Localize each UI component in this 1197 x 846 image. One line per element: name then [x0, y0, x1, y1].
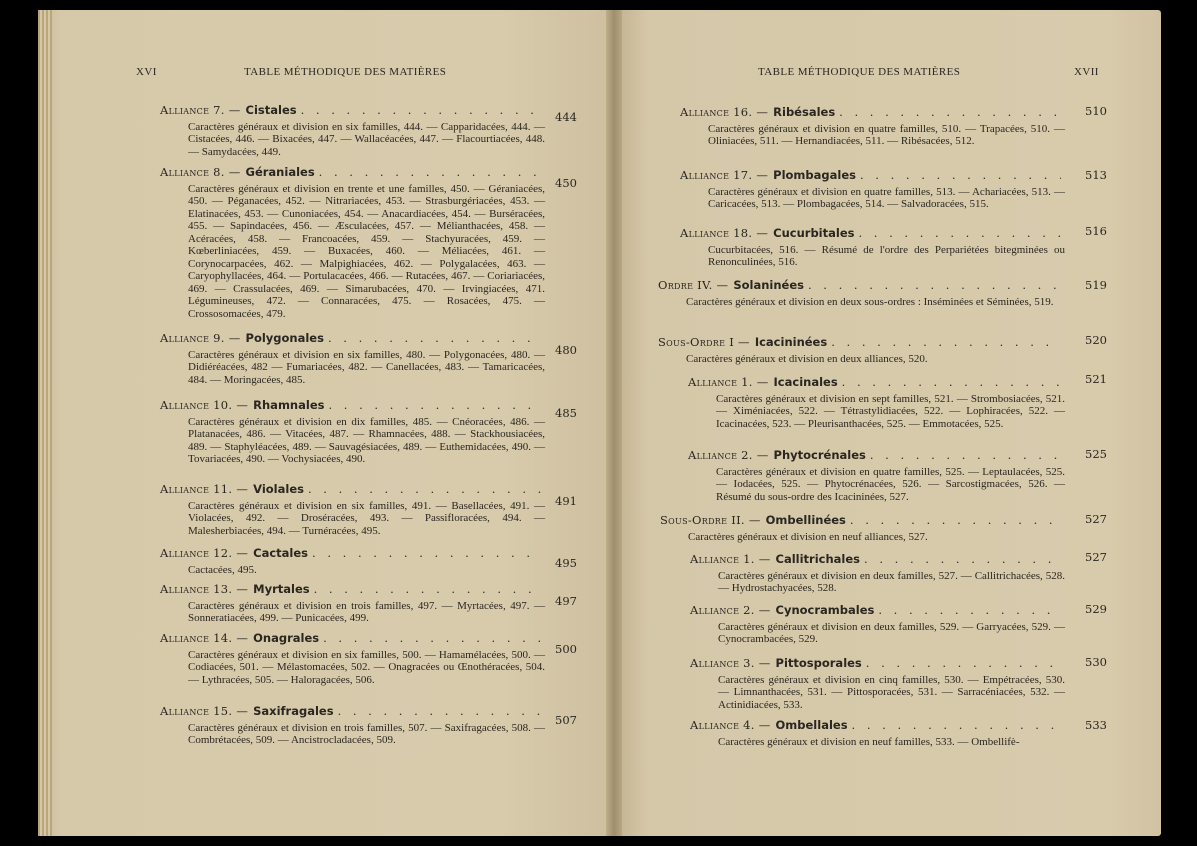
page-edges: [38, 10, 52, 836]
toc-entry-label: Ordre IV. —: [658, 278, 729, 292]
toc-entry-heading: [658, 279, 1065, 292]
toc-entry-name: Rhamnales: [253, 398, 325, 412]
toc-page-number: 513: [1085, 168, 1107, 182]
toc-entry-label: Alliance 2. —: [688, 448, 769, 462]
toc-page-number: 530: [1085, 655, 1107, 669]
toc-page-number: 480: [555, 343, 577, 357]
toc-entry-name: Plombagales: [773, 168, 856, 182]
toc-entry: [688, 449, 1065, 503]
leader-dots: [323, 632, 541, 645]
toc-page-number: 525: [1085, 447, 1107, 461]
toc-entry-description: Caractères généraux et division en sept familles, 521. — Strombosiacées, 521. — Ximéniacées, 522. — Tétrastylidiacées, 522. — Lophiracées, 522. — Icacinacées, 523. — Pleurisanthacées, 525. — Emmotacées, 525.: [716, 392, 1065, 430]
toc-entry: [160, 583, 545, 625]
toc-entry-description: Caractères généraux et division en quatre familles, 513. — Achariacées, 513. — Caricacées, 513. — Plombagacées, 514. — Salvadoracées, 515.: [708, 185, 1065, 210]
toc-entry-heading: [690, 604, 1065, 617]
toc-entry: [160, 547, 545, 576]
toc-entry-label: Alliance 7. —: [160, 103, 241, 117]
toc-page-number: 450: [555, 176, 577, 190]
leader-dots: [808, 279, 1061, 292]
leader-dots: [319, 166, 541, 179]
toc-entry-description: Caractères généraux et division en six familles, 491. — Basellacées, 491. — Violacées, 492. — Droséracées, 493. — Passifloracées, 494. — Malesherbiacées, 494. — Turnéracées, 495.: [188, 499, 545, 537]
toc-entry-label: Alliance 4. —: [690, 718, 771, 732]
toc-entry-label: Alliance 15. —: [160, 704, 249, 718]
toc-entry-name: Onagrales: [253, 631, 320, 645]
toc-entry-heading: [160, 166, 545, 179]
toc-page-number: 520: [1085, 333, 1107, 347]
toc-page-number: 527: [1085, 550, 1107, 564]
leader-dots: [312, 547, 541, 560]
leader-dots: [864, 553, 1061, 566]
leader-dots: [858, 227, 1061, 240]
toc-entry-name: Cistales: [245, 103, 297, 117]
toc-page-number: 497: [555, 594, 577, 608]
toc-entry-label: Alliance 13. —: [160, 582, 249, 596]
toc-entry-heading: [660, 514, 1065, 527]
toc-entry-description: Cactacées, 495.: [188, 563, 257, 576]
toc-entry-label: Alliance 14. —: [160, 631, 249, 645]
toc-entry-label: Alliance 16. —: [680, 105, 769, 119]
toc-entry-description: Caractères généraux et division en dix familles, 485. — Cnéoracées, 486. — Platanacées, 486. — Vitacées, 487. — Rhamnacées, 488. — Stackhousiacées, 489. — Staphyléacées, 489. — Sauvagésiacées, 489. — Euthemidacées, 490. — Tovariacées, 490. — Vochysiacées, 490.: [188, 415, 545, 465]
toc-entry-heading: [680, 227, 1065, 240]
toc-entry-description: Caractères généraux et division en cinq familles, 530. — Empétracées, 530. — Limnanthacées, 531. — Pittosporacées, 531. — Sarracéniacées, 532. — Actinidiacées, 533.: [718, 673, 1065, 711]
toc-entry: [160, 332, 545, 386]
toc-entry-label: Alliance 1. —: [690, 552, 771, 566]
toc-entry-heading: [680, 106, 1065, 119]
toc-entry-description: Caractères généraux et division en neuf alliances, 527.: [688, 530, 928, 543]
toc-entry: [160, 399, 545, 466]
toc-entry-name: Géraniales: [245, 165, 315, 179]
toc-page-number: 527: [1085, 512, 1107, 526]
toc-entry-description: Caractères généraux et division en deux alliances, 520.: [686, 352, 928, 365]
toc-entry-description: Caractères généraux et division en trente et une familles, 450. — Géraniacées, 450. — Péganacées, 452. — Nitrariacées, 453. — Strasburgériacées, 453. — Elatinacées, 453. — Cunoniacées, 454. — Anacardiacées, 454. — Burséracées, 455. — Sapindacées, 456. — Æsculacées, 457. — Mélianthacées, 458. — Acéracées, 458. — Francoacées, 459. — Stachyuracées, 459. — Kœberliniacées, 459. — Buxacées, 460. — Méliacées, 461. — Corynocarpacées, 462. — Malpighiacées, 462. — Polygalacées, 463. — Caryophyllacées, 464. — Portulacacées, 466. — Rutacées, 467. — Coriariacées, 469. — Crassulacées, 469. — Simarubacées, 470. — Irvingiacées, 471. Légumineuses, 472. — Connaracées, 475. — Rosacées, 475. — Crossosomacées, 479.: [188, 182, 545, 320]
toc-entry: [160, 166, 545, 320]
book-gutter: [606, 10, 622, 836]
leader-dots: [870, 449, 1061, 462]
leader-dots: [878, 604, 1061, 617]
toc-entry-label: Alliance 12. —: [160, 546, 249, 560]
toc-entry-name: Icacinales: [773, 375, 838, 389]
toc-entry: [160, 632, 545, 686]
toc-entry-heading: [160, 705, 545, 718]
toc-page-number: 495: [555, 556, 577, 570]
toc-entry-label: Sous-Ordre I —: [658, 335, 750, 349]
toc-entry-description: Caractères généraux et division en quatre familles, 525. — Leptaulacées, 525. — Iodacées, 525. — Phytocrénacées, 526. — Sarcostigmacées, 526. — Résumé du sous-ordre des Icacininées, 527.: [716, 465, 1065, 503]
toc-entry: [690, 657, 1065, 711]
toc-entry: [658, 336, 1065, 365]
toc-entry: [680, 169, 1065, 211]
toc-entry-heading: [160, 104, 545, 117]
leader-dots: [308, 483, 541, 496]
toc-entry-description: Caractères généraux et division en deux familles, 527. — Callitrichacées, 528. — Hydrostachyacées, 528.: [718, 569, 1065, 594]
toc-entry: [680, 106, 1065, 148]
toc-entry-label: Alliance 18. —: [680, 226, 769, 240]
leader-dots: [842, 376, 1061, 389]
toc-entry-description: Caractères généraux et division en six familles, 500. — Hamamélacées, 500. — Codiacées, 501. — Mélastomacées, 502. — Onagracées ou Œnothéracées, 504. — Lythracées, 505. — Haloragacées, 506.: [188, 648, 545, 686]
toc-entry-description: Caractères généraux et division en six familles, 480. — Polygonacées, 480. — Didiéréacées, 482 — Fumariacées, 482. — Canellacées, 483. — Tamaricacées, 484. — Moringacées, 485.: [188, 348, 545, 386]
leader-dots: [338, 705, 541, 718]
toc-page-number: 507: [555, 713, 577, 727]
toc-entry-heading: [688, 376, 1065, 389]
toc-entry-heading: [160, 583, 545, 596]
toc-entry-heading: [160, 332, 545, 345]
toc-entry-heading: [688, 449, 1065, 462]
toc-entry-heading: [680, 169, 1065, 182]
toc-entry: [690, 604, 1065, 646]
toc-entry-label: Alliance 10. —: [160, 398, 249, 412]
toc-entry-description: Caractères généraux et division en deux sous-ordres : Inséminées et Séminées, 519.: [686, 295, 1054, 308]
toc-entry-heading: [690, 553, 1065, 566]
toc-page-number: 500: [555, 642, 577, 656]
toc-entry-name: Cucurbitales: [773, 226, 855, 240]
toc-page-number: 521: [1085, 372, 1107, 386]
toc-entry: [680, 227, 1065, 269]
toc-entry-label: Alliance 1. —: [688, 375, 769, 389]
toc-entry: [690, 719, 1065, 748]
right-running-title: TABLE MÉTHODIQUE DES MATIÈRES: [758, 66, 961, 78]
toc-entry: [160, 104, 545, 158]
toc-page-number: 519: [1085, 278, 1107, 292]
toc-entry-label: Alliance 11. —: [160, 482, 249, 496]
toc-entry-label: Alliance 3. —: [690, 656, 771, 670]
toc-entry-name: Polygonales: [245, 331, 324, 345]
toc-entry-description: Caractères généraux et division en deux familles, 529. — Garryacées, 529. — Cynocrambacées, 529.: [718, 620, 1065, 645]
leader-dots: [301, 104, 541, 117]
leader-dots: [852, 719, 1061, 732]
toc-page-number: 444: [555, 110, 577, 124]
toc-entry-name: Phytocrénales: [773, 448, 866, 462]
toc-entry-heading: [160, 632, 545, 645]
leader-dots: [328, 399, 541, 412]
toc-entry-name: Cactales: [253, 546, 309, 560]
toc-page-number: 529: [1085, 602, 1107, 616]
toc-entry-description: Cucurbitacées, 516. — Résumé de l'ordre des Perpariétées bitegminées ou Renonculinées, 516.: [708, 243, 1065, 268]
toc-entry: [658, 279, 1065, 308]
toc-entry-heading: [690, 719, 1065, 732]
toc-page-number: 533: [1085, 718, 1107, 732]
toc-entry-name: Ombellinées: [765, 513, 846, 527]
toc-entry: [660, 514, 1065, 543]
left-running-title: TABLE MÉTHODIQUE DES MATIÈRES: [244, 66, 447, 78]
toc-entry: [688, 376, 1065, 430]
toc-page-number: 485: [555, 406, 577, 420]
toc-entry-description: Caractères généraux et division en trois familles, 497. — Myrtacées, 497. — Sonneratiacées, 499. — Punicacées, 499.: [188, 599, 545, 624]
toc-entry-label: Alliance 17. —: [680, 168, 769, 182]
toc-entry-name: Icacininées: [754, 335, 828, 349]
toc-entry-heading: [160, 399, 545, 412]
toc-entry-description: Caractères généraux et division en neuf familles, 533. — Ombellifè-: [718, 735, 1020, 748]
toc-entry-description: Caractères généraux et division en trois familles, 507. — Saxifragacées, 508. — Combrétacées, 509. — Ancistrocladacées, 509.: [188, 721, 545, 746]
leader-dots: [850, 514, 1061, 527]
right-page-number: XVII: [1074, 66, 1099, 78]
toc-entry-name: Callitrichales: [775, 552, 861, 566]
left-page-number: XVI: [136, 66, 157, 78]
toc-entry-name: Saxifragales: [253, 704, 334, 718]
toc-page-number: 510: [1085, 104, 1107, 118]
toc-entry-heading: [160, 483, 545, 496]
toc-entry-name: Ribésales: [773, 105, 836, 119]
leader-dots: [839, 106, 1061, 119]
leader-dots: [314, 583, 541, 596]
toc-entry-heading: [160, 547, 545, 560]
toc-entry: [160, 483, 545, 537]
toc-page-number: 516: [1085, 224, 1107, 238]
toc-entry-description: Caractères généraux et division en six familles, 444. — Capparidacées, 444. — Cistacées, 446. — Bixacées, 447. — Wallacéacées, 447. — Flacourtiacées, 448. — Samydacées, 449.: [188, 120, 545, 158]
toc-page-number: 491: [555, 494, 577, 508]
toc-entry-label: Sous-Ordre II. —: [660, 513, 761, 527]
leader-dots: [866, 657, 1061, 670]
leader-dots: [328, 332, 541, 345]
toc-entry: [690, 553, 1065, 595]
toc-entry-name: Myrtales: [253, 582, 310, 596]
toc-entry-name: Ombellales: [775, 718, 848, 732]
toc-entry-heading: [690, 657, 1065, 670]
leader-dots: [831, 336, 1061, 349]
toc-entry-name: Solaninées: [733, 278, 804, 292]
toc-entry-label: Alliance 8. —: [160, 165, 241, 179]
toc-entry-heading: [658, 336, 1065, 349]
toc-entry-name: Pittosporales: [775, 656, 862, 670]
toc-entry: [160, 705, 545, 747]
toc-entry-description: Caractères généraux et division en quatre familles, 510. — Trapacées, 510. — Oliniacées, 511. — Hernandiacées, 511. — Ribésacées, 512.: [708, 122, 1065, 147]
toc-entry-name: Violales: [253, 482, 304, 496]
leader-dots: [860, 169, 1061, 182]
toc-entry-name: Cynocrambales: [775, 603, 875, 617]
toc-entry-label: Alliance 9. —: [160, 331, 241, 345]
toc-entry-label: Alliance 2. —: [690, 603, 771, 617]
